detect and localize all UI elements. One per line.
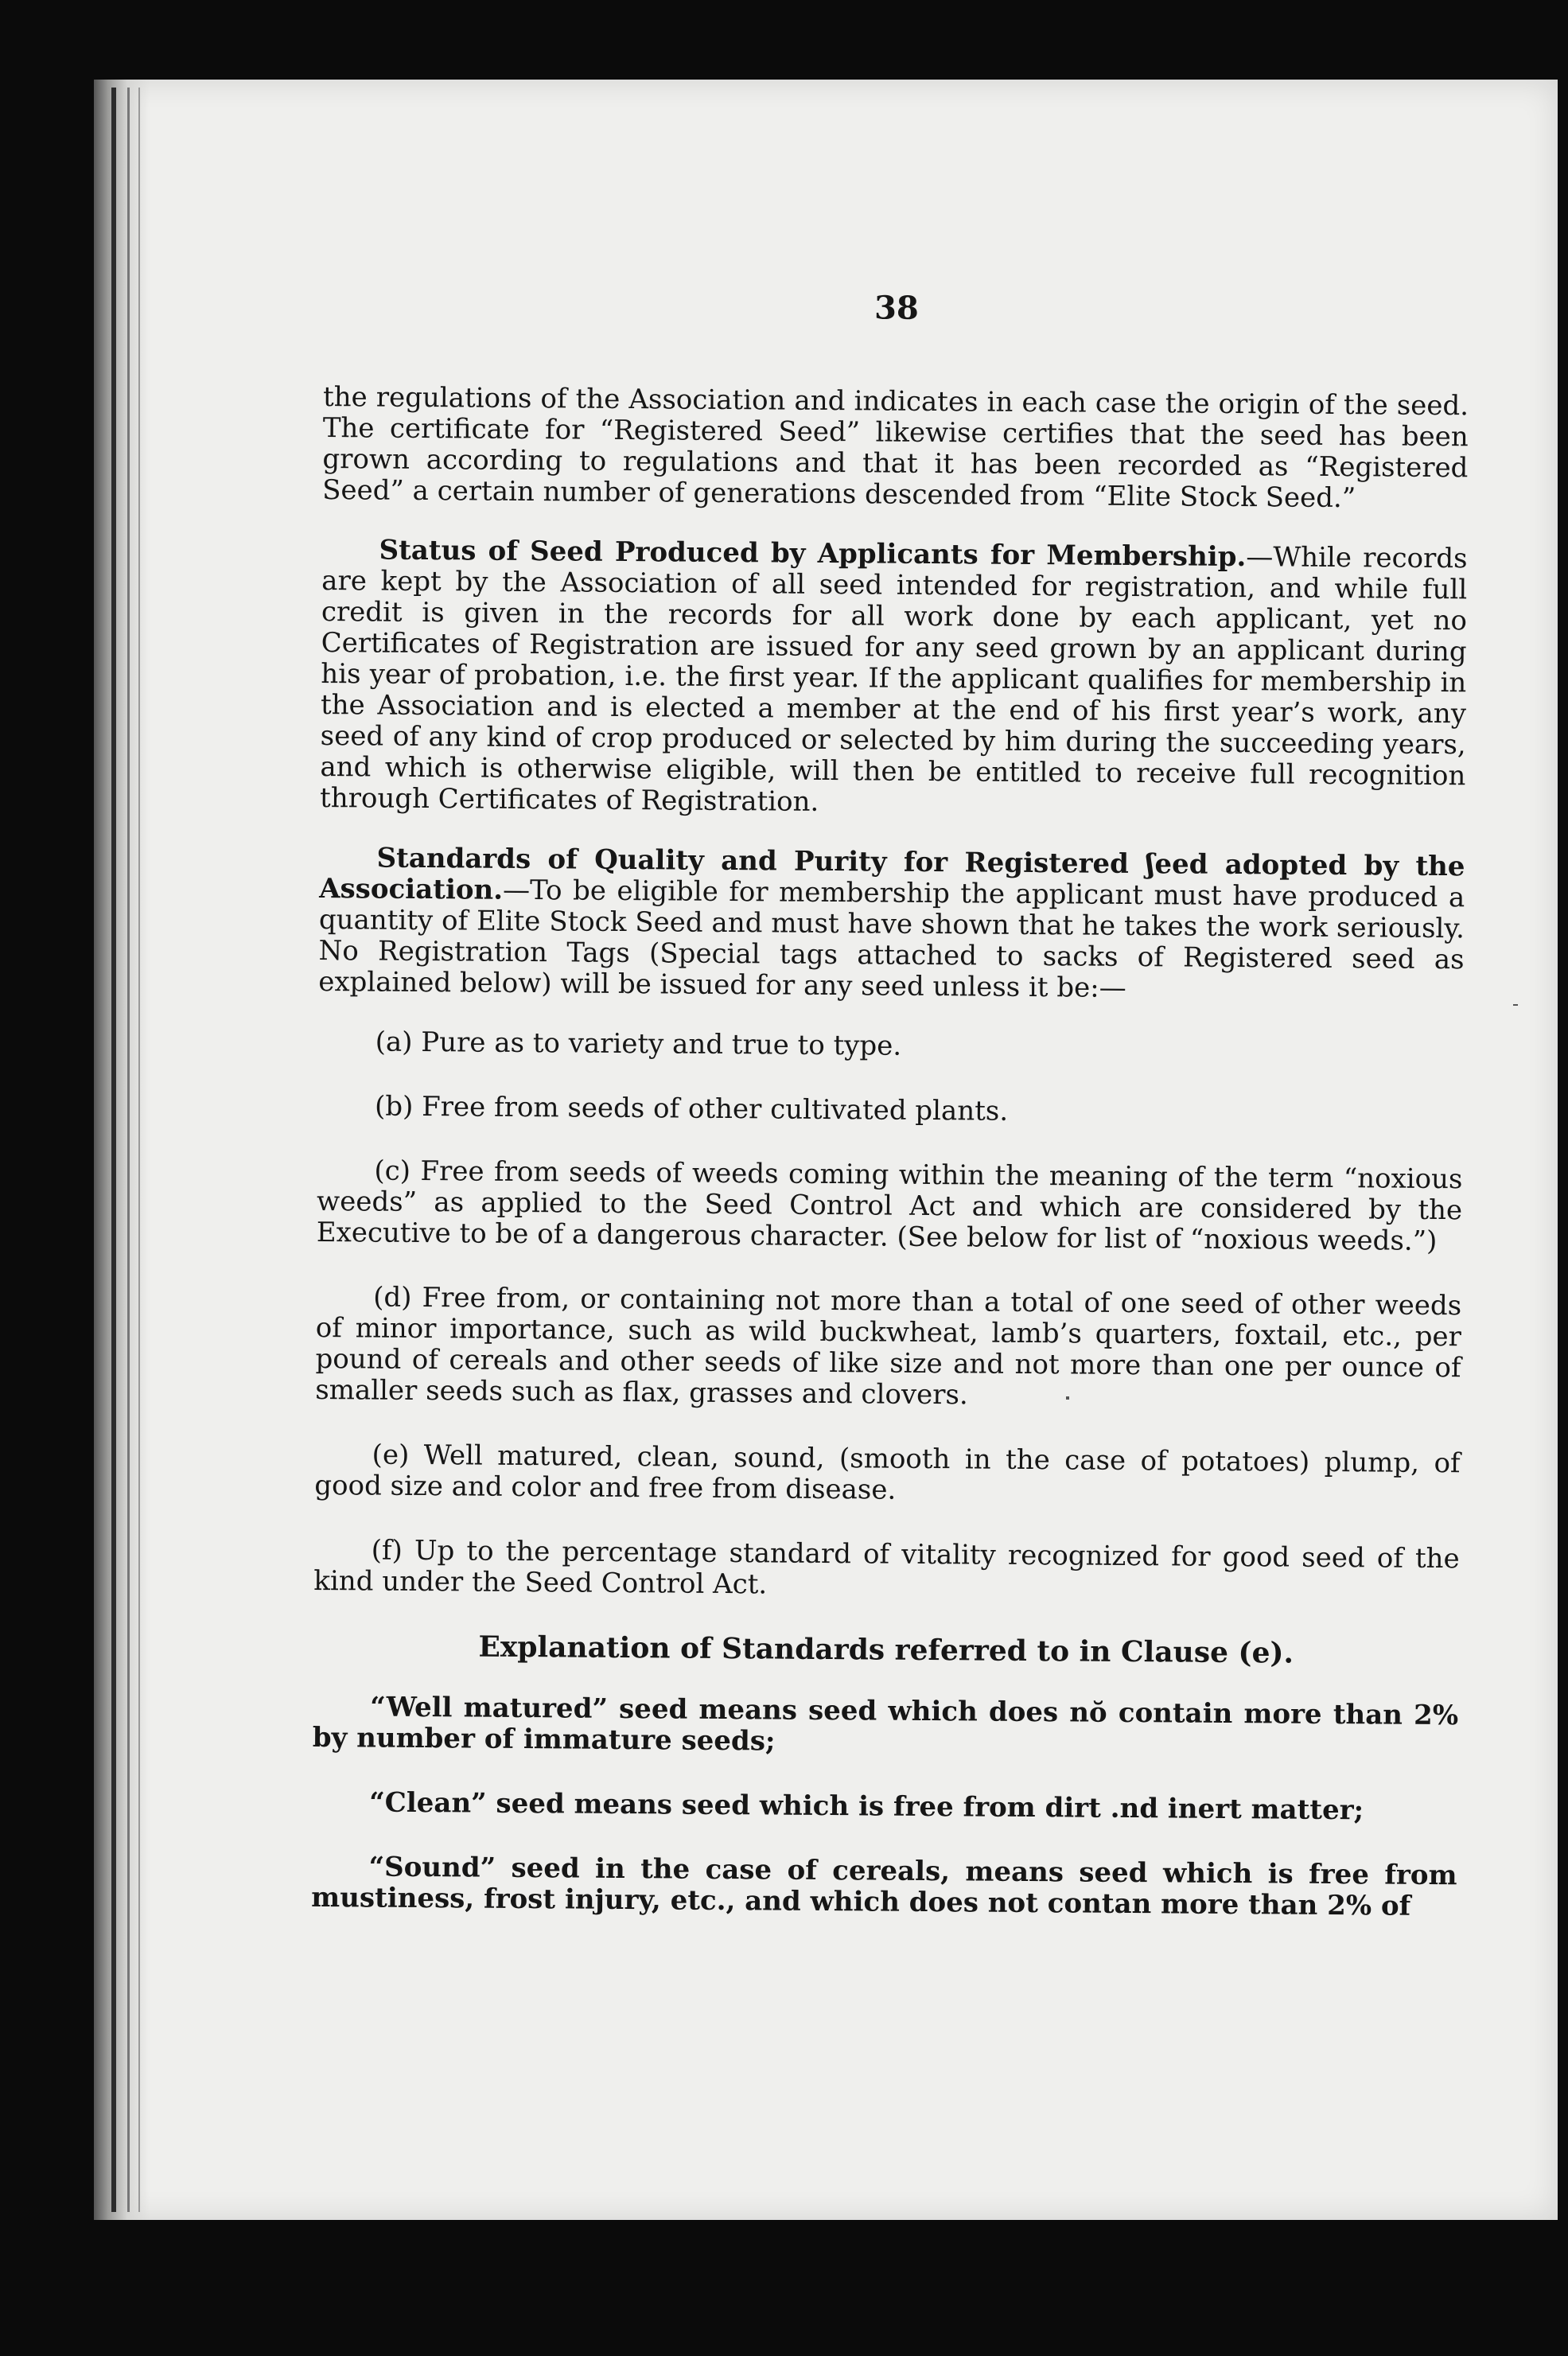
clause-b: (b) Free from seeds of other cultivated plants.: [374, 1090, 1009, 1127]
standards-text: —To be eligible for membership the applicant must have produced a quantity of Elite Stock Seed and must have shown that he takes the work seriously. No Registration Tags (Special tags attached to sacks of Registered seed as explained below) will be issued for any seed unless it be:—: [318, 874, 1465, 1004]
clause-c: (c) Free from seeds of weeds coming within the meaning of the term “noxious weeds” as applied to the Seed Control Act and which are considered by the Executive to be of a dangerous character. (See below for list of “noxious weeds.”): [316, 1155, 1463, 1258]
explanation-clean: “Clean” seed means seed which is free from dirt .nd inert matter;: [369, 1786, 1364, 1827]
status-paragraph: [320, 535, 1468, 823]
status-text: —While records are kept by the Association of all seed intended for registration, and while full credit is given in the records for all work done by each applicant, yet no Certificates of Registration are issued for any seed grown by an applicant during his year of probation, i.e. the first year. If the applicant qualifies for membership in the Association and is elected a member at the end of his first year’s work, any seed of any kind of crop produced or selected by him during the succeeding years, and which is otherwise eligible, will then be entitled to receive full recognition through Certificates of Registration.: [319, 541, 1468, 818]
specks: [1513, 1004, 1518, 1006]
binding-shadow: [94, 80, 150, 2220]
standards-heading: Standards of Quality and Purity for Registered ʃeed adopted by the Association.: [319, 842, 1465, 906]
page-content: [311, 0, 1472, 1922]
explanation-heading: Explanation of Standards referred to in Clause (e).: [478, 1630, 1294, 1670]
clause-d: (d) Free from, or containing not more than a total of one seed of other weeds of minor importance, such as wild buckwheat, lamb’s quarters, foxtail, etc., per pound of cereals and other seeds of like size and not more than one per ounce of smaller seeds such as flax, grasses and clovers.: [315, 1281, 1462, 1412]
binding-edge-faint: [138, 88, 140, 2212]
clause-e: (e) Well matured, clean, sound, (smooth in the case of potatoes) plump, of good size and color and free from disease.: [314, 1439, 1461, 1506]
binding-edge-inner: [127, 88, 130, 2212]
binding-edge: [111, 88, 116, 2212]
clause-a: (a) Pure as to variety and true to type.: [375, 1026, 902, 1062]
explanation-well-matured: “Well matured” seed means seed which does nŏ contain more than 2% by number of immature seeds;: [312, 1691, 1459, 1758]
clause-f: (f) Up to the percentage standard of vitality recognized for good seed of the kind under the Seed Control Act.: [313, 1534, 1460, 1601]
intro-paragraph: the regulations of the Association and indicates in each case the origin of the seed. The certificate for “Registered Seed” likewise certifies that the seed has been grown according to regulations and that it has been recorded as “Registered Seed” a certain number of generations descended from “Elite Stock Seed.”: [322, 380, 1469, 515]
status-heading: Status of Seed Produced by Applicants for Membership.: [379, 534, 1247, 574]
body-text: [311, 382, 1469, 1956]
page-number: 38: [873, 289, 919, 327]
explanation-sound: “Sound” seed in the case of cereals, means seed which is free from mustiness, frost injury, etc., and which does not contan more than 2% of: [311, 1851, 1457, 1922]
standards-paragraph: [318, 843, 1465, 1007]
